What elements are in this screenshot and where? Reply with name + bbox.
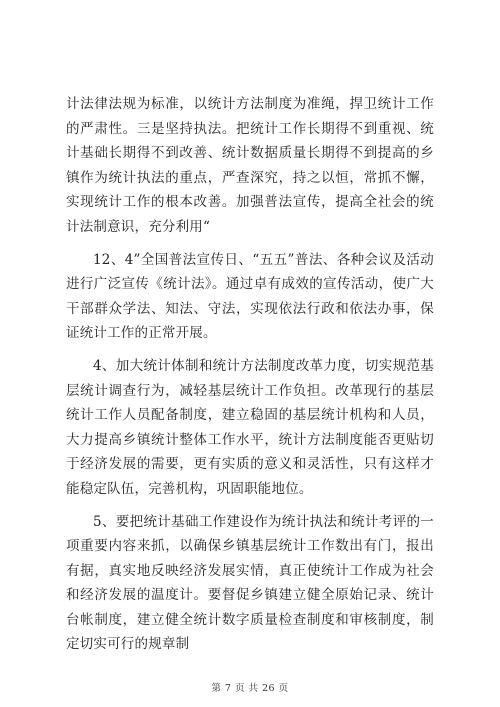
document-body [66,92,434,657]
paragraph-item-4: 4、加大统计体制和统计方法制度改革力度，切实规范基层统计调查行为，减轻基层统计工作负担。改革现行的基层统计工作人员配备制度，建立稳固的基层统计机构和人员，大力提高乡镇统计整体工作水平，统计方法制度能否更贴切于经济发展的需要，更有实质的意义和灵活性，只有这样才能稳定队伍，完善机构，巩固职能地位。 [66,357,434,497]
paragraph-continuation: 计法律法规为标准，以统计方法制度为准绳，捍卫统计工作的严肃性。三是坚持执法。把统计工作长期得不到重视、统计基础长期得不到改善、统计数据质量长期得不到提高的乡镇作为统计执法的重点，严查深究，持之以恒，常抓不懈，实现统计工作的根本改善。加强普法宣传，提高全社会的统计法制意识，充分利用“ [66,96,434,235]
page-number-footer: 第 7 页 共 26 页 [211,683,289,694]
paragraph-publicity-day: 12、4”全国普法宣传日、“五五”普法、各种会议及活动进行广泛宣传《统计法》。通过卓有成效的宣传活动，使广大干部群众学法、知法、守法，实现依法行政和依法办事，保证统计工作的正常开展。 [66,251,434,342]
paragraph-item-5: 5、要把统计基础工作建设作为统计执法和统计考评的一项重要内容来抓，以确保乡镇基层统计工作数出有门，报出有据，真实地反映经济发展实情，真正使统计工作成为社会和经济发展的温度计。要督促乡镇建立健全原始记录、统计台帐制度，建立健全统计数字质量检查制度和审核制度，制定切实可行的规章制 [66,513,434,653]
